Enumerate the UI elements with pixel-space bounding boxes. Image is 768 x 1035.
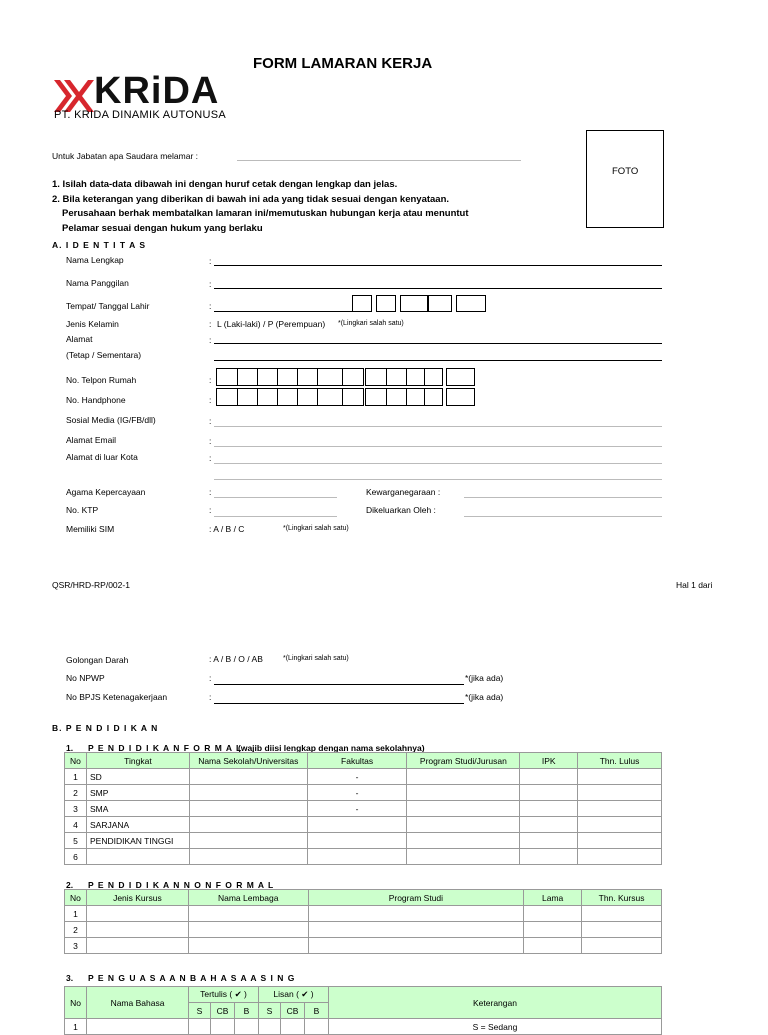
photo-box[interactable] — [586, 130, 664, 228]
alamat-field[interactable] — [214, 343, 662, 344]
sim-options[interactable]: : A / B / C — [209, 524, 245, 534]
input-cell[interactable] — [188, 922, 308, 938]
instruction-4: Pelamar sesuai dengan hukum yang berlaku — [62, 223, 263, 234]
major-cell[interactable] — [407, 833, 520, 849]
faculty-cell[interactable]: - — [307, 769, 407, 785]
column-header: Program Studi/Jurusan — [407, 753, 520, 769]
label-golongan-darah: Golongan Darah — [66, 655, 129, 665]
nama-lengkap-field[interactable] — [214, 265, 662, 266]
colon: : — [209, 301, 212, 311]
column-header: CB — [281, 1003, 305, 1019]
bpjs-field[interactable] — [214, 703, 464, 704]
graduation-year-cell[interactable] — [578, 817, 662, 833]
gpa-cell[interactable] — [520, 849, 578, 865]
form-code: QSR/HRD-RP/002-1 — [52, 580, 130, 590]
table-row — [65, 833, 662, 849]
language-table — [64, 986, 662, 1035]
input-cell[interactable] — [308, 938, 524, 954]
section-b-title: B. P E N D I D I K A N — [52, 723, 159, 733]
label-jenis-kelamin: Jenis Kelamin — [66, 319, 119, 329]
column-header: Jenis Kursus — [86, 890, 188, 906]
jika-ada: *(jika ada) — [465, 673, 504, 683]
input-cell[interactable] — [86, 906, 188, 922]
label-handphone: No. Handphone — [66, 395, 126, 405]
table-row — [65, 817, 662, 833]
ktp-field[interactable] — [214, 516, 337, 517]
faculty-cell[interactable]: - — [307, 801, 407, 817]
bahasa-title: P E N G U A S A A N B A H A S A A S I N G — [88, 973, 296, 983]
major-cell[interactable] — [407, 817, 520, 833]
formal-title: P E N D I D I K A N F O R M A L — [88, 743, 243, 753]
company-name: PT. KRIDA DINAMIK AUTONUSA — [54, 109, 227, 121]
input-cell[interactable] — [524, 922, 582, 938]
colon: : — [209, 436, 212, 446]
section-a-title: A. I D E N T I T A S — [52, 240, 146, 250]
telpon-boxes-2[interactable] — [365, 368, 443, 386]
jika-ada: *(jika ada) — [465, 692, 504, 702]
graduation-year-cell[interactable] — [578, 849, 662, 865]
label-ttl: Tempat/ Tanggal Lahir — [66, 301, 150, 311]
input-cell[interactable] — [308, 906, 524, 922]
alamat-luar-field[interactable] — [214, 463, 662, 464]
table-row — [65, 938, 662, 954]
column-header: No — [65, 987, 87, 1019]
date-box[interactable] — [428, 295, 452, 312]
colon: : — [209, 453, 212, 463]
label-dikeluarkan: Dikeluarkan Oleh : — [366, 505, 436, 515]
date-box[interactable] — [400, 295, 428, 312]
dikeluarkan-field[interactable] — [464, 516, 662, 517]
column-header: B — [235, 1003, 259, 1019]
faculty-cell[interactable] — [307, 833, 407, 849]
school-name-cell[interactable] — [189, 785, 307, 801]
npwp-field[interactable] — [214, 684, 464, 685]
handphone-boxes[interactable] — [216, 388, 364, 406]
table-row — [65, 801, 662, 817]
label-bpjs: No BPJS Ketenagakerjaan — [66, 692, 168, 702]
gpa-cell[interactable] — [520, 801, 578, 817]
column-header: Tingkat — [86, 753, 189, 769]
colon: : — [209, 335, 212, 345]
column-header: S — [189, 1003, 211, 1019]
graduation-year-cell[interactable] — [578, 801, 662, 817]
circle-note: *(Lingkari salah satu) — [283, 655, 349, 662]
label-npwp: No NPWP — [66, 673, 105, 683]
row-number: 6 — [65, 849, 87, 865]
label-alamat-sub: (Tetap / Sementara) — [66, 350, 142, 360]
bahasa-num: 3. — [66, 973, 74, 983]
input-cell[interactable] — [524, 906, 582, 922]
colon: : — [209, 505, 212, 515]
gpa-cell[interactable] — [520, 769, 578, 785]
education-level: SMA — [86, 801, 189, 817]
position-field[interactable] — [237, 160, 521, 161]
nama-panggilan-field[interactable] — [214, 288, 662, 289]
gpa-cell[interactable] — [520, 785, 578, 801]
education-level: SMP — [86, 785, 189, 801]
logo-wordmark: KRiDA — [94, 70, 220, 112]
row-number: 1 — [65, 1019, 87, 1035]
school-name-cell[interactable] — [189, 801, 307, 817]
faculty-cell[interactable] — [307, 849, 407, 865]
colon: : — [209, 692, 212, 702]
header-row — [65, 987, 662, 1003]
input-cell[interactable] — [259, 1019, 281, 1035]
table-row — [65, 785, 662, 801]
alamat-field-2[interactable] — [214, 360, 662, 361]
school-name-cell[interactable] — [189, 833, 307, 849]
input-cell[interactable] — [86, 922, 188, 938]
school-name-cell[interactable] — [189, 849, 307, 865]
faculty-cell[interactable]: - — [307, 785, 407, 801]
major-cell[interactable] — [407, 769, 520, 785]
label-sosmed: Sosial Media (IG/FB/dll) — [66, 415, 156, 425]
photo-label: FOTO — [612, 166, 639, 177]
gpa-cell[interactable] — [520, 817, 578, 833]
input-cell[interactable] — [188, 938, 308, 954]
email-field[interactable] — [214, 446, 662, 447]
row-number: 4 — [65, 817, 87, 833]
label-nama-panggilan: Nama Panggilan — [66, 278, 129, 288]
column-header: No — [65, 890, 87, 906]
column-header: B — [305, 1003, 329, 1019]
date-box[interactable] — [456, 295, 486, 312]
colon: : — [209, 395, 212, 405]
label-kewarganegaraan: Kewarganegaraan : — [366, 487, 441, 497]
formal-education-table — [64, 752, 662, 865]
education-level: PENDIDIKAN TINGGI — [86, 833, 189, 849]
row-number: 5 — [65, 833, 87, 849]
sosmed-field[interactable] — [214, 426, 662, 427]
label-ktp: No. KTP — [66, 505, 99, 515]
faculty-cell[interactable] — [307, 817, 407, 833]
label-agama: Agama Kepercayaan — [66, 487, 146, 497]
education-level: SARJANA — [86, 817, 189, 833]
input-cell[interactable] — [582, 906, 662, 922]
nonformal-num: 2. — [66, 880, 74, 890]
label-email: Alamat Email — [66, 435, 117, 445]
input-cell[interactable] — [281, 1019, 305, 1035]
school-name-cell[interactable] — [189, 817, 307, 833]
major-cell[interactable] — [407, 849, 520, 865]
column-header: Fakultas — [307, 753, 407, 769]
formal-note: (wajib diisi lengkap dengan nama sekolahnya) — [238, 743, 425, 753]
instruction-1: 1. Isilah data-data dibawah ini dengan huruf cetak dengan lengkap dan jelas. — [52, 179, 398, 190]
circle-note: *(Lingkari salah satu) — [283, 525, 349, 532]
education-level — [86, 849, 189, 865]
label-nama-lengkap: Nama Lengkap — [66, 255, 124, 265]
column-header: Nama Lembaga — [188, 890, 308, 906]
gd-options[interactable]: : A / B / O / AB — [209, 654, 263, 664]
row-number: 3 — [65, 801, 87, 817]
input-cell[interactable] — [211, 1019, 235, 1035]
nonformal-education-table — [64, 889, 662, 954]
row-number: 1 — [65, 906, 87, 922]
position-label: Untuk Jabatan apa Saudara melamar : — [52, 151, 199, 161]
input-cell[interactable] — [87, 1019, 189, 1035]
input-cell[interactable] — [582, 922, 662, 938]
gpa-cell[interactable] — [520, 833, 578, 849]
graduation-year-cell[interactable] — [578, 833, 662, 849]
colon: : — [209, 673, 212, 683]
column-header: Thn. Kursus — [582, 890, 662, 906]
colon: : — [209, 319, 212, 329]
formal-num: 1. — [66, 743, 74, 753]
input-cell[interactable] — [188, 906, 308, 922]
colon: : — [209, 416, 212, 426]
graduation-year-cell[interactable] — [578, 785, 662, 801]
kewarganegaraan-field[interactable] — [464, 497, 662, 498]
education-level: SD — [86, 769, 189, 785]
column-header: CB — [211, 1003, 235, 1019]
colon: : — [209, 487, 212, 497]
column-header: S — [259, 1003, 281, 1019]
circle-note: *(Lingkari salah satu) — [338, 320, 404, 327]
row-number: 2 — [65, 785, 87, 801]
table-row — [65, 849, 662, 865]
nonformal-title: P E N D I D I K A N N O N F O R M A L — [88, 880, 275, 890]
company-logo — [54, 72, 254, 124]
table-row — [65, 1019, 662, 1035]
telpon-boxes[interactable] — [216, 368, 364, 386]
page-number: Hal 1 dari — [676, 580, 713, 590]
label-alamat-luar: Alamat di luar Kota — [66, 452, 138, 462]
column-header: Lisan ( ✔ ) — [259, 987, 329, 1003]
column-header: Thn. Lulus — [578, 753, 662, 769]
input-cell[interactable] — [235, 1019, 259, 1035]
instruction-2: 2. Bila keterangan yang diberikan di bawah ini ada yang tidak sesuai dengan kenyataan. — [52, 194, 450, 205]
form-title: FORM LAMARAN KERJA — [253, 55, 433, 72]
input-cell[interactable] — [308, 922, 524, 938]
table-row — [65, 906, 662, 922]
jk-options[interactable]: L (Laki-laki) / P (Perempuan) — [217, 319, 326, 329]
alamat-luar-field-2[interactable] — [214, 479, 662, 480]
colon: : — [209, 256, 212, 266]
instruction-3: Perusahaan berhak membatalkan lamaran ini/memutuskan hubungan kerja atau menuntut — [62, 208, 469, 219]
row-number: 2 — [65, 922, 87, 938]
label-telpon: No. Telpon Rumah — [66, 375, 137, 385]
column-header: IPK — [520, 753, 578, 769]
row-number: 1 — [65, 769, 87, 785]
input-cell[interactable] — [86, 938, 188, 954]
column-header: Tertulis ( ✔ ) — [189, 987, 259, 1003]
input-cell[interactable] — [189, 1019, 211, 1035]
column-header: Nama Sekolah/Universitas — [189, 753, 307, 769]
column-header: No — [65, 753, 87, 769]
row-number: 3 — [65, 938, 87, 954]
label-sim: Memiliki SIM — [66, 524, 115, 534]
table-row — [65, 769, 662, 785]
handphone-boxes-2[interactable] — [365, 388, 443, 406]
major-cell[interactable] — [407, 801, 520, 817]
column-header: Program Studi — [308, 890, 524, 906]
column-header: Keterangan — [329, 987, 662, 1019]
telpon-box-end[interactable] — [446, 368, 475, 386]
input-cell[interactable] — [524, 938, 582, 954]
column-header: Lama — [524, 890, 582, 906]
handphone-box-end[interactable] — [446, 388, 475, 406]
input-cell[interactable] — [305, 1019, 329, 1035]
agama-field[interactable] — [214, 497, 337, 498]
graduation-year-cell[interactable] — [578, 769, 662, 785]
table-row — [65, 922, 662, 938]
school-name-cell[interactable] — [189, 769, 307, 785]
column-header: Nama Bahasa — [87, 987, 189, 1019]
date-box[interactable] — [376, 295, 396, 312]
label-alamat: Alamat — [66, 334, 93, 344]
input-cell[interactable] — [582, 938, 662, 954]
colon: : — [209, 279, 212, 289]
colon: : — [209, 375, 212, 385]
date-box[interactable] — [352, 295, 372, 312]
tempat-lahir-field[interactable] — [214, 311, 352, 312]
legend-cell: S = Sedang — [329, 1019, 662, 1035]
major-cell[interactable] — [407, 785, 520, 801]
